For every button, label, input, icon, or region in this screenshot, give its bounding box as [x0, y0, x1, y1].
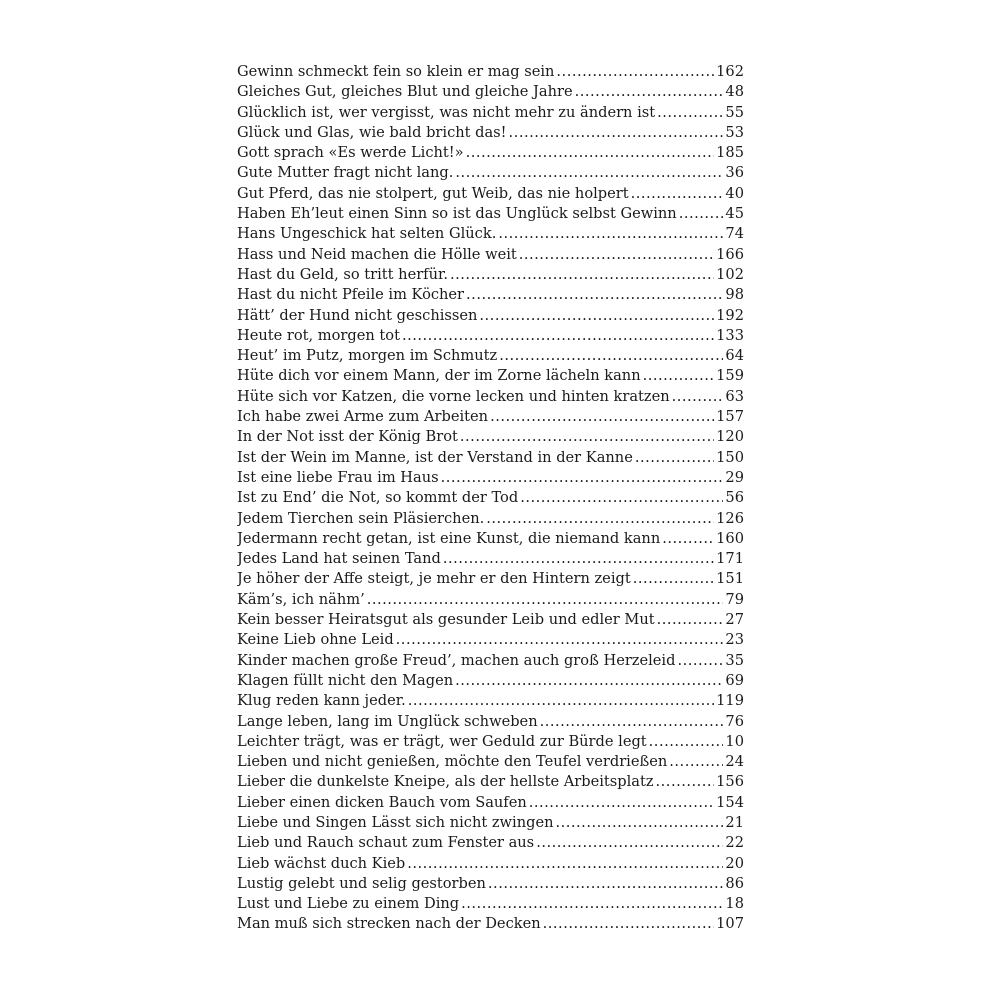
- index-entry: [237, 124, 744, 144]
- dot-leader: [656, 773, 715, 790]
- entry-page-number: 98: [725, 286, 744, 304]
- index-entry: [237, 449, 744, 469]
- entry-title: Jedermann recht getan, ist eine Kunst, die niemand kann: [237, 529, 661, 547]
- entry-title: Lust und Liebe zu einem Ding: [237, 895, 460, 913]
- dot-leader: [657, 104, 723, 121]
- entry-page-number: 107: [716, 915, 744, 933]
- entry-title: Lange leben, lang im Unglück schweben: [237, 712, 538, 730]
- index-entry: [237, 611, 744, 631]
- index-entry: [237, 530, 744, 550]
- entry-page-number: 151: [716, 570, 744, 588]
- entry-page-number: 23: [725, 631, 744, 649]
- index-entry: [237, 327, 744, 347]
- index-entry: [237, 307, 744, 327]
- index-entry: [237, 347, 744, 367]
- dot-leader: [460, 428, 714, 445]
- index-entry: [237, 164, 744, 184]
- entry-title: Lustig gelebt und selig gestorben: [237, 874, 486, 892]
- index-entry: [237, 875, 744, 895]
- index-page: [237, 63, 744, 936]
- index-entry: [237, 428, 744, 448]
- index-entry: [237, 692, 744, 712]
- entry-title: Lieb und Rauch schaut zum Fenster aus: [237, 834, 535, 852]
- entry-title: Heut’ im Putz, morgen im Schmutz: [237, 347, 498, 365]
- index-entry: [237, 408, 744, 428]
- entry-title: Leichter trägt, was er trägt, wer Geduld zur Bürde legt: [237, 732, 647, 750]
- entry-title: Gute Mutter fragt nicht lang.: [237, 164, 454, 182]
- dot-leader: [657, 611, 724, 628]
- entry-title: Hast du nicht Pfeile im Köcher: [237, 286, 465, 304]
- index-entry: [237, 205, 744, 225]
- entry-page-number: 20: [725, 854, 744, 872]
- index-entry: [237, 367, 744, 387]
- entry-page-number: 29: [725, 468, 744, 486]
- entry-page-number: 69: [725, 671, 744, 689]
- index-entry: [237, 63, 744, 83]
- entry-page-number: 63: [725, 387, 744, 405]
- entry-title: Hätt’ der Hund nicht geschissen: [237, 306, 478, 324]
- index-entry: [237, 652, 744, 672]
- dot-leader: [677, 652, 723, 669]
- entry-page-number: 154: [716, 793, 744, 811]
- entry-page-number: 45: [725, 205, 744, 223]
- dot-leader: [649, 733, 724, 750]
- entry-page-number: 120: [716, 428, 744, 446]
- entry-title: Man muß sich strecken nach der Decken: [237, 915, 541, 933]
- entry-page-number: 55: [725, 103, 744, 121]
- dot-leader: [408, 692, 714, 709]
- dot-leader: [498, 225, 723, 242]
- entry-title: Klug reden kann jeder.: [237, 692, 406, 710]
- entry-page-number: 162: [716, 63, 744, 80]
- index-entry: [237, 794, 744, 814]
- index-entry: [237, 631, 744, 651]
- entry-title: Jedem Tierchen sein Pläsierchen.: [237, 509, 485, 527]
- entry-page-number: 10: [725, 732, 744, 750]
- entry-page-number: 36: [725, 164, 744, 182]
- entry-page-number: 185: [716, 144, 744, 162]
- dot-leader: [520, 489, 723, 506]
- dot-leader: [643, 367, 715, 384]
- dot-leader: [662, 530, 714, 547]
- entry-page-number: 159: [716, 367, 744, 385]
- entry-title: Ist der Wein im Manne, ist der Verstand in der Kanne: [237, 448, 633, 466]
- index-entry: [237, 489, 744, 509]
- entry-page-number: 86: [725, 874, 744, 892]
- dot-leader: [396, 631, 724, 648]
- index-entry: [237, 915, 744, 935]
- index-entry: [237, 286, 744, 306]
- entry-page-number: 166: [716, 245, 744, 263]
- index-entry: [237, 753, 744, 773]
- entry-title: Ist zu End’ die Not, so kommt der Tod: [237, 489, 519, 507]
- dot-leader: [407, 855, 723, 872]
- entry-title: Je höher der Affe steigt, je mehr er den Hintern zeigt: [237, 570, 631, 588]
- entry-title: Heute rot, morgen tot: [237, 326, 400, 344]
- dot-leader: [455, 672, 723, 689]
- index-entry: [237, 510, 744, 530]
- dot-leader: [509, 124, 724, 141]
- index-entry: [237, 550, 744, 570]
- entry-title: Jedes Land hat seinen Tand: [237, 550, 441, 568]
- entry-page-number: 22: [725, 834, 744, 852]
- entry-page-number: 18: [725, 895, 744, 913]
- index-entry: [237, 469, 744, 489]
- entry-title: Glück und Glas, wie bald bricht das!: [237, 123, 507, 141]
- entry-page-number: 157: [716, 408, 744, 426]
- entry-title: Gut Pferd, das nie stolpert, gut Weib, das nie holpert: [237, 184, 629, 202]
- entry-title: Lieb wächst duch Kieb: [237, 854, 406, 872]
- index-entry: [237, 672, 744, 692]
- index-entry: [237, 570, 744, 590]
- entry-title: Keine Lieb ohne Leid: [237, 631, 394, 649]
- entry-title: Ich habe zwei Arme zum Arbeiten: [237, 408, 489, 426]
- index-entry: [237, 834, 744, 854]
- entry-page-number: 192: [716, 306, 744, 324]
- entry-title: Gleiches Gut, gleiches Blut und gleiche Jahre: [237, 83, 573, 101]
- dot-leader: [631, 185, 724, 202]
- entry-page-number: 160: [716, 529, 744, 547]
- entry-page-number: 27: [725, 611, 744, 629]
- dot-leader: [555, 814, 723, 831]
- entry-page-number: 24: [725, 753, 744, 771]
- entry-title: Gewinn schmeckt fein so klein er mag sein: [237, 63, 555, 80]
- dot-leader: [556, 63, 714, 80]
- index-entry: [237, 83, 744, 103]
- dot-leader: [479, 307, 714, 324]
- entry-page-number: 21: [725, 813, 744, 831]
- index-entry: [237, 104, 744, 124]
- index-entry: [237, 246, 744, 266]
- index-entry: [237, 895, 744, 915]
- entry-title: Lieben und nicht genießen, möchte den Teufel verdrießen: [237, 753, 668, 771]
- entry-page-number: 48: [725, 83, 744, 101]
- entry-title: Hüte sich vor Katzen, die vorne lecken und hinten kratzen: [237, 387, 670, 405]
- entry-page-number: 119: [716, 692, 744, 710]
- dot-leader: [443, 550, 714, 567]
- dot-leader: [543, 915, 715, 932]
- entry-title: Glücklich ist, wer vergisst, was nicht mehr zu ändern ist: [237, 103, 656, 121]
- dot-leader: [490, 408, 714, 425]
- dot-leader: [519, 246, 714, 263]
- entry-title: Liebe und Singen Lässt sich nicht zwingen: [237, 813, 554, 831]
- index-list: [237, 63, 744, 936]
- entry-title: Ist eine liebe Frau im Haus: [237, 468, 439, 486]
- entry-title: Gott sprach «Es werde Licht!»: [237, 144, 464, 162]
- entry-page-number: 64: [725, 347, 744, 365]
- dot-leader: [529, 794, 714, 811]
- index-entry: [237, 144, 744, 164]
- dot-leader: [455, 164, 723, 181]
- index-entry: [237, 591, 744, 611]
- dot-leader: [669, 753, 723, 770]
- entry-title: Klagen füllt nicht den Magen: [237, 671, 454, 689]
- dot-leader: [450, 266, 714, 283]
- entry-page-number: 150: [716, 448, 744, 466]
- dot-leader: [536, 834, 723, 851]
- entry-title: Lieber die dunkelste Kneipe, als der hellste Arbeitsplatz: [237, 773, 654, 791]
- dot-leader: [540, 713, 724, 730]
- entry-title: Hast du Geld, so tritt herfür.: [237, 265, 448, 283]
- entry-title: Hans Ungeschick hat selten Glück.: [237, 225, 497, 243]
- dot-leader: [633, 570, 714, 587]
- entry-title: Haben Eh’leut einen Sinn so ist das Unglück selbst Gewinn: [237, 205, 677, 223]
- dot-leader: [466, 144, 715, 161]
- entry-page-number: 79: [725, 590, 744, 608]
- dot-leader: [402, 327, 714, 344]
- entry-title: Hüte dich vor einem Mann, der im Zorne lächeln kann: [237, 367, 641, 385]
- entry-title: In der Not isst der König Brot: [237, 428, 458, 446]
- entry-page-number: 156: [716, 773, 744, 791]
- index-entry: [237, 713, 744, 733]
- dot-leader: [672, 388, 724, 405]
- index-entry: [237, 733, 744, 753]
- entry-page-number: 133: [716, 326, 744, 344]
- entry-title: Lieber einen dicken Bauch vom Saufen: [237, 793, 527, 811]
- entry-page-number: 35: [725, 651, 744, 669]
- dot-leader: [575, 83, 724, 100]
- index-entry: [237, 773, 744, 793]
- entry-page-number: 76: [725, 712, 744, 730]
- entry-page-number: 53: [725, 123, 744, 141]
- dot-leader: [466, 286, 723, 303]
- index-entry: [237, 814, 744, 834]
- dot-leader: [461, 895, 723, 912]
- index-entry: [237, 855, 744, 875]
- entry-title: Kein besser Heiratsgut als gesunder Leib und edler Mut: [237, 611, 655, 629]
- dot-leader: [441, 469, 724, 486]
- entry-title: Hass und Neid machen die Hölle weit: [237, 245, 517, 263]
- entry-page-number: 102: [716, 265, 744, 283]
- dot-leader: [367, 591, 724, 608]
- entry-page-number: 74: [725, 225, 744, 243]
- entry-page-number: 126: [716, 509, 744, 527]
- index-entry: [237, 266, 744, 286]
- dot-leader: [499, 347, 723, 364]
- index-entry: [237, 388, 744, 408]
- entry-page-number: 40: [725, 184, 744, 202]
- entry-page-number: 171: [716, 550, 744, 568]
- dot-leader: [635, 449, 714, 466]
- dot-leader: [486, 510, 714, 527]
- dot-leader: [488, 875, 724, 892]
- dot-leader: [679, 205, 724, 222]
- entry-title: Kinder machen große Freud’, machen auch groß Herzeleid: [237, 651, 676, 669]
- index-entry: [237, 225, 744, 245]
- entry-page-number: 56: [725, 489, 744, 507]
- index-entry: [237, 185, 744, 205]
- entry-title: Käm’s, ich nähm’: [237, 590, 365, 608]
